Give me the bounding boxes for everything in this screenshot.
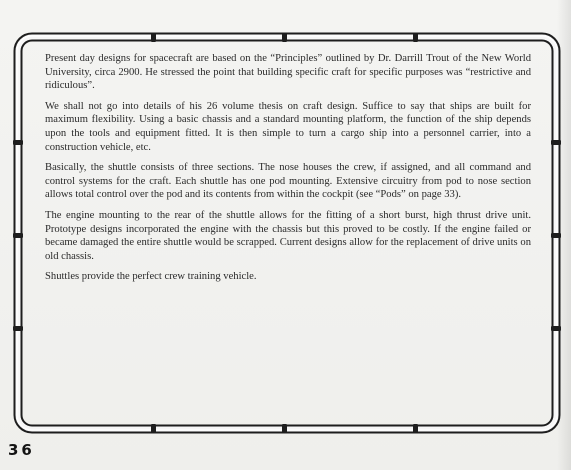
paragraph-3: Basically, the shuttle consists of three sections. The nose houses the crew, if assigned, and all command and control systems for the craft. Each shuttle has one pod mounting. Extensive circuitry from pod to nose section allows total control over the pod and its contents from within the cockpit (see “Pods” on page 33). <box>45 162 531 201</box>
paragraph-2: We shall not go into details of his 26 volume thesis on craft design. Suffice to say that ships are built for maximum flexibility. Using a basic chassis and a standard mounting platform, the function of the ship depends upon the tools and equipment fitted. It is then simple to turn a cargo ship into a personnel carrier, into a construction vehicle, etc. <box>45 100 531 153</box>
body-text <box>45 52 531 291</box>
paragraph-1: Present day designs for spacecraft are based on the “Principles” outlined by Dr. Darrill Trout of the New World University, circa 2900. He stressed the point that building specific craft for specific purposes was “restrictive and ridiculous”. <box>45 53 531 92</box>
paragraph-4: The engine mounting to the rear of the shuttle allows for the fitting of a short burst, high thrust drive unit. Prototype designs incorporated the engine with the chassis but this proved to be costly. If the engine failed or became damaged the entire shuttle would be scrapped. Current designs allow for the replacement of drive units on old chassis. <box>45 209 531 262</box>
page-number: 36 <box>8 441 35 459</box>
paragraph-5: Shuttles provide the perfect crew training vehicle. <box>45 271 257 283</box>
